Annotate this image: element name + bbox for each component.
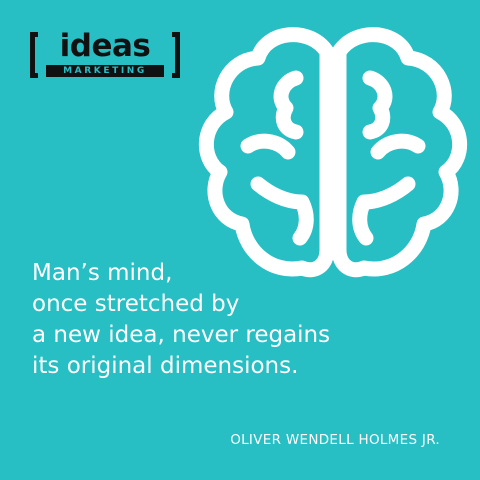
quote-line: Man’s mind, xyxy=(32,260,173,286)
quote-line: its original dimensions. xyxy=(32,353,299,379)
logo-subtitle: MARKETING xyxy=(46,65,164,77)
quote-line: once stretched by xyxy=(32,291,240,317)
quote-author: OLIVER WENDELL HOLMES JR. xyxy=(230,432,440,448)
quote-text xyxy=(32,258,452,382)
logo-right-bracket xyxy=(172,32,180,78)
brain-icon xyxy=(188,6,478,296)
quote-line: a new idea, never regains xyxy=(32,322,331,348)
ideas-marketing-logo xyxy=(30,28,180,80)
logo-left-bracket xyxy=(30,32,38,78)
logo-wordmark: ideas xyxy=(59,28,151,64)
